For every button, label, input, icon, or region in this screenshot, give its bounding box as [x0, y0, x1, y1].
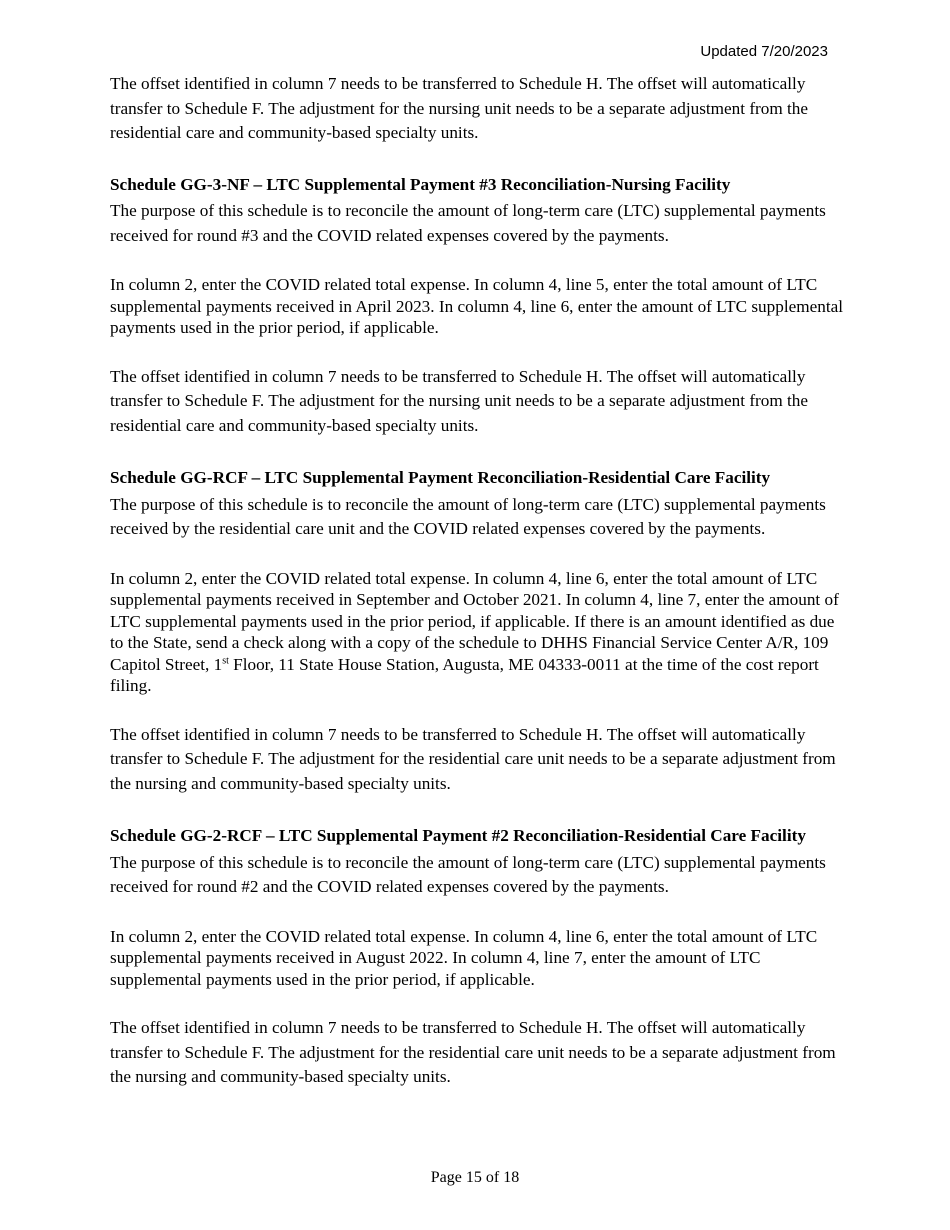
ggrcf-instructions-text-a: In column 2, enter the COVID related total expense. In column 4, line 6, enter the total amount of LTC supplemental payments received in September and October 2021. In column 4, line 7, enter the amount of LTC supplemental payments used in the prior period, if applicable. If there is an amount identified as due to the State, send a check along with a copy of the schedule to DHHS Financial Service Center A/R, 109 Capitol Street, 1 — [110, 568, 839, 674]
gg3nf-instructions-paragraph: In column 2, enter the COVID related total expense. In column 4, line 5, enter the total amount of LTC supplemental payments received in April 2023. In column 4, line 6, enter the amount of LTC supplemental payments used in the prior period, if applicable. — [110, 275, 844, 337]
gg2rcf-offset-paragraph: The offset identified in column 7 needs to be transferred to Schedule H. The offset will automatically transfer to Schedule F. The adjustment for the residential care unit needs to be a separate adjustment from the nursing and community-based specialty units. — [110, 1018, 836, 1086]
ordinal-suffix: st — [222, 654, 229, 666]
page-number: Page 15 of 18 — [430, 1169, 520, 1186]
ggrcf-purpose-paragraph: The purpose of this schedule is to reconcile the amount of long-term care (LTC) supplemental payments received by the residential care unit and the COVID related expenses covered by the payments. — [110, 494, 826, 538]
ggrcf-offset-paragraph: The offset identified in column 7 needs to be transferred to Schedule H. The offset will automatically transfer to Schedule F. The adjustment for the residential care unit needs to be a separate adjustment from the nursing and community-based specialty units. — [110, 724, 836, 793]
gg2rcf-purpose-paragraph: The purpose of this schedule is to reconcile the amount of long-term care (LTC) supplemental payments received for round #2 and the COVID related expenses covered by the payments. — [110, 852, 826, 896]
updated-date: Updated 7/20/2023 — [700, 43, 828, 60]
section-heading-gg3nf: Schedule GG-3-NF – LTC Supplemental Payment #3 Reconciliation-Nursing Facility — [110, 174, 731, 194]
section-heading-ggrcf: Schedule GG-RCF – LTC Supplemental Payment Reconciliation-Residential Care Facility — [110, 468, 771, 487]
ggrcf-instructions-paragraph — [110, 568, 848, 697]
page-content — [110, 72, 848, 1090]
gg3nf-purpose-paragraph: The purpose of this schedule is to reconcile the amount of long-term care (LTC) supplemental payments received for round #3 and the COVID related expenses covered by the payments. — [110, 201, 826, 245]
section-heading-gg2rcf: Schedule GG-2-RCF – LTC Supplemental Payment #2 Reconciliation-Residential Care Facility — [110, 826, 806, 845]
gg3nf-offset-paragraph: The offset identified in column 7 needs to be transferred to Schedule H. The offset will automatically transfer to Schedule F. The adjustment for the nursing unit needs to be a separate adjustment from the residential care and community-based specialty units. — [110, 366, 809, 435]
ggrcf-instructions-text-b: Floor, 11 State House Station, Augusta, ME 04333-0011 at the time of the cost report filing. — [110, 654, 819, 695]
gg2rcf-instructions-paragraph: In column 2, enter the COVID related total expense. In column 4, line 6, enter the total amount of LTC supplemental payments received in August 2022. In column 4, line 7, enter the amount of LTC supplemental payments used in the prior period, if applicable. — [110, 926, 818, 989]
intro-paragraph: The offset identified in column 7 needs to be transferred to Schedule H. The offset will automatically transfer to Schedule F. The adjustment for the nursing unit needs to be a separate adjustment from the residential care and community-based specialty units. — [110, 74, 809, 142]
